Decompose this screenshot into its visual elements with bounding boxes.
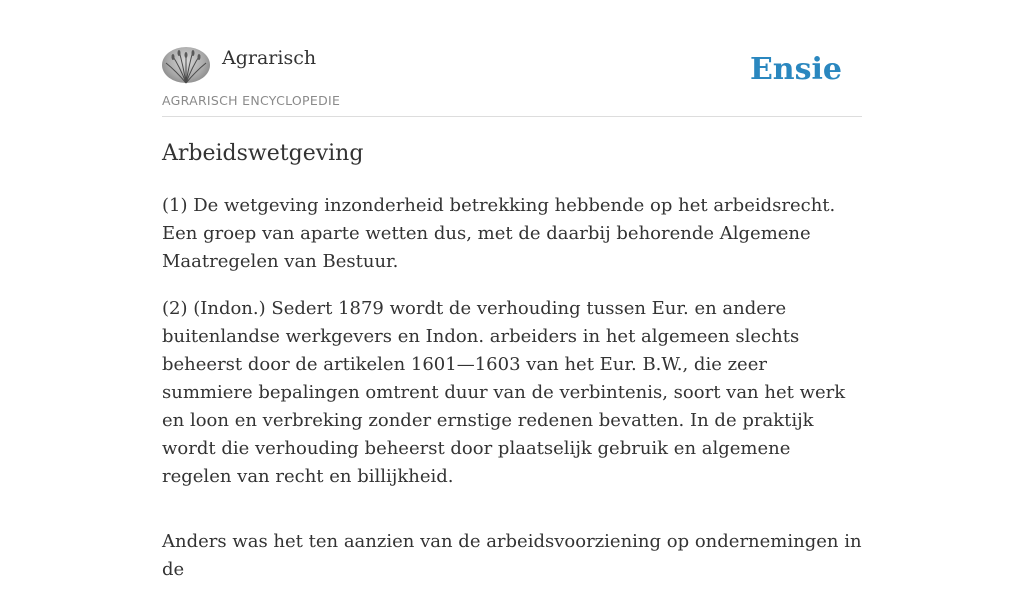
- page-title: Arbeidswetgeving: [162, 141, 364, 166]
- paragraph: Anders was het ten aanzien van de arbeidsvoorziening op ondernemingen in de: [162, 531, 862, 580]
- site-header: [162, 44, 862, 117]
- paragraph: (2) (Indon.) Sedert 1879 wordt de verhouding tussen Eur. en andere buitenlandse werkgevers en Indon. arbeiders in het algemeen slechts beheerst door de artikelen 1601—1603 van het Eur. B.W., die zeer summiere bepalingen omtrent duur van de verbintenis, soort van het werk en loon en verbreking zonder ernstige redenen bevatten. In de praktijk wordt die verhouding beheerst door plaatselijk gebruik en algemene regelen van recht en billijkheid.: [162, 298, 846, 487]
- source-name[interactable]: Agrarisch: [222, 47, 317, 69]
- wheat-icon[interactable]: [162, 47, 210, 83]
- brand-logo[interactable]: Ensie: [749, 52, 842, 87]
- article-body: [162, 192, 862, 603]
- source-subtitle: AGRARISCH ENCYCLOPEDIE: [162, 93, 341, 108]
- paragraph: (1) De wetgeving inzonderheid betrekking hebbende op het arbeidsrecht. Een groep van aparte wetten dus, met de daarbij behorende Algemene Maatregelen van Bestuur.: [162, 195, 836, 272]
